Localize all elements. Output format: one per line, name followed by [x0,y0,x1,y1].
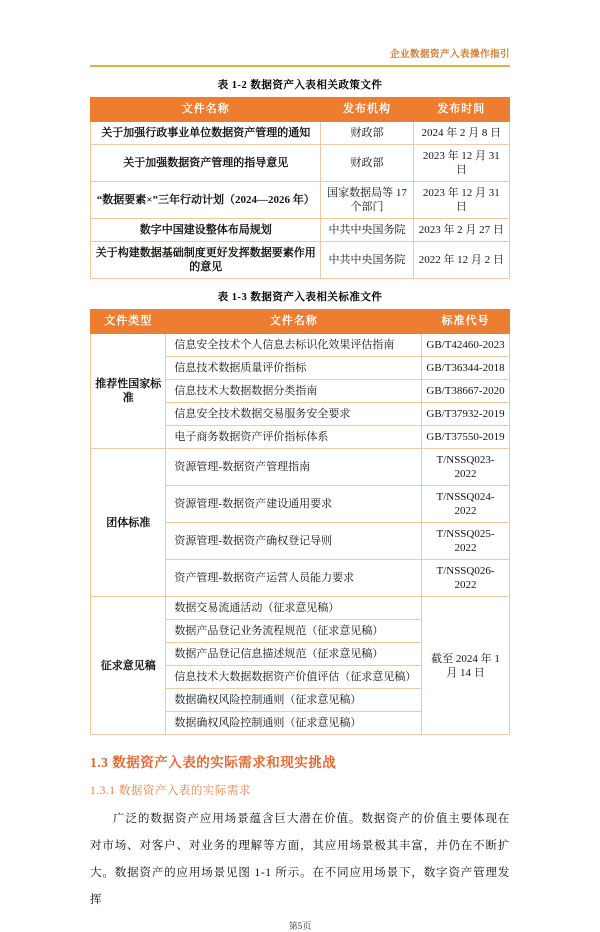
standard-name-cell: 信息技术大数据数据分类指南 [166,380,422,403]
issuer-cell: 国家数据局等 17 个部门 [321,182,413,219]
standard-name-cell: 资源管理-数据资产建设通用要求 [166,486,422,523]
standard-name-cell: 数据交易流通活动（征求意见稿） [166,597,422,620]
standard-code-cell: T/NSSQ026-2022 [422,560,510,597]
section-heading: 1.3 数据资产入表的实际需求和现实挑战 [90,755,337,770]
file-type-cell: 征求意见稿 [91,597,166,735]
doc-header-title: 企业数据资产入表操作指引 [389,50,510,60]
issuer-cell: 财政部 [321,145,413,182]
doc-name-cell: 数字中国建设整体布局规划 [91,219,321,242]
policy-table-caption: 表 1-2 数据资产入表相关政策文件 [217,80,383,91]
standard-name-cell: 数据产品登记业务流程规范（征求意见稿） [166,620,422,643]
policy-table-row [91,242,510,279]
standard-code-cell: GB/T38667-2020 [422,380,510,403]
standard-name-cell: 资产管理-数据资产运营人员能力要求 [166,560,422,597]
subsection-heading: 1.3.1 数据资产入表的实际需求 [90,785,251,797]
standard-name-cell: 电子商务数据资产评价指标体系 [166,426,422,449]
standard-name-cell: 信息安全技术数据交易服务安全要求 [166,403,422,426]
standards-table-row [91,449,510,486]
file-type-cell: 推荐性国家标准 [91,334,166,449]
standard-name-cell: 数据确权风险控制通则（征求意见稿） [166,689,422,712]
header-divider [90,65,510,67]
date-cell: 2023 年 2 月 27 日 [413,219,509,242]
column-header-issuer: 发布机构 [321,98,413,122]
policy-table-row [91,145,510,182]
column-header-date: 发布时间 [413,98,509,122]
merged-date-cell: 截至 2024 年 1 月 14 日 [422,597,510,735]
issuer-cell: 中共中央国务院 [321,219,413,242]
file-type-cell: 团体标准 [91,449,166,597]
standard-code-cell: GB/T36344-2018 [422,357,510,380]
standards-table [90,309,510,735]
standard-name-cell: 资源管理-数据资产管理指南 [166,449,422,486]
standard-name-cell: 数据产品登记信息描述规范（征求意见稿） [166,643,422,666]
column-header-doc-name: 文件名称 [91,98,321,122]
policy-table-row [91,182,510,219]
standard-code-cell: GB/T42460-2023 [422,334,510,357]
policy-table [90,97,510,279]
policy-table-row [91,122,510,145]
column-header-file-name: 文件名称 [166,310,422,334]
page-number: 第5页 [288,921,312,931]
policy-table-header-row [91,98,510,122]
standard-name-cell: 信息技术大数据数据资产价值评估（征求意见稿） [166,666,422,689]
standards-table-row [91,597,510,620]
body-paragraph: 广泛的数据资产应用场景蕴含巨大潜在价值。数据资产的价值主要体现在对市场、对客户、对业务的理解等方面，其应用场景极其丰富，并仍在不断扩大。数据资产的应用场景见图 1-1 所示。在不同应用场景下，数字资产管理发挥 [90,813,510,906]
standard-code-cell: T/NSSQ023-2022 [422,449,510,486]
issuer-cell: 中共中央国务院 [321,242,413,279]
standards-table-caption: 表 1-3 数据资产入表相关标准文件 [217,292,383,303]
doc-name-cell: 关于加强数据资产管理的指导意见 [91,145,321,182]
doc-name-cell: 关于加强行政事业单位数据资产管理的通知 [91,122,321,145]
standard-name-cell: 信息技术数据质量评价指标 [166,357,422,380]
standard-name-cell: 资源管理-数据资产确权登记导则 [166,523,422,560]
standard-code-cell: GB/T37932-2019 [422,403,510,426]
doc-name-cell: 关于构建数据基础制度更好发挥数据要素作用的意见 [91,242,321,279]
policy-table-row [91,219,510,242]
date-cell: 2023 年 12 月 31 日 [413,145,509,182]
standards-table-row [91,334,510,357]
date-cell: 2023 年 12 月 31 日 [413,182,509,219]
issuer-cell: 财政部 [321,122,413,145]
date-cell: 2022 年 12 月 2 日 [413,242,509,279]
standard-code-cell: T/NSSQ025-2022 [422,523,510,560]
standards-table-header-row [91,310,510,334]
standard-name-cell: 信息安全技术个人信息去标识化效果评估指南 [166,334,422,357]
standard-name-cell: 数据确权风险控制通则（征求意见稿） [166,712,422,735]
column-header-file-type: 文件类型 [91,310,166,334]
standard-code-cell: T/NSSQ024-2022 [422,486,510,523]
standard-code-cell: GB/T37550-2019 [422,426,510,449]
doc-name-cell: “数据要素×”三年行动计划（2024—2026 年） [91,182,321,219]
column-header-standard-code: 标准代号 [422,310,510,334]
date-cell: 2024 年 2 月 8 日 [413,122,509,145]
